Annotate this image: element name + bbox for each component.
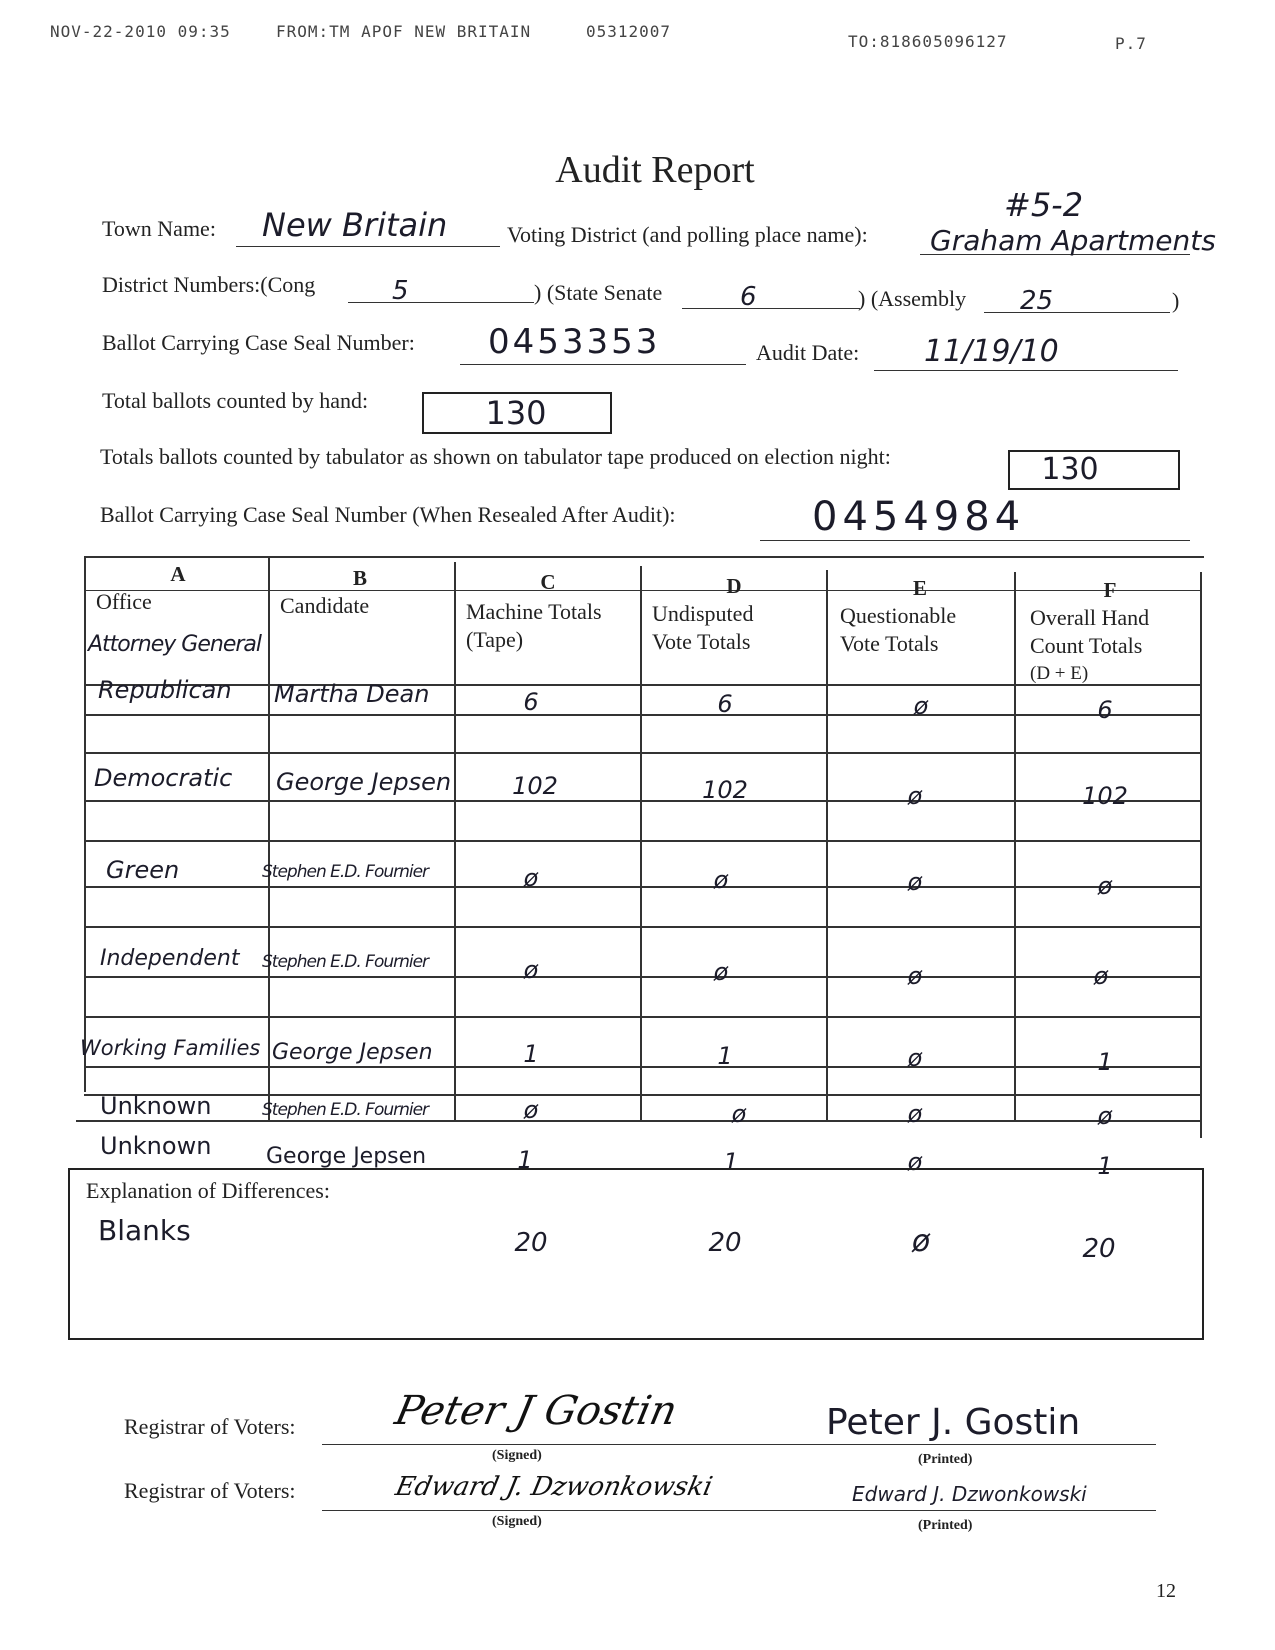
town-label: Town Name: — [102, 216, 216, 241]
senate-label: ) (State Senate — [534, 280, 663, 305]
col-sep-bc — [454, 562, 456, 1122]
row-3-office: Green — [106, 856, 180, 884]
registrar-1-printed: Peter J. Gostin — [826, 1402, 1081, 1443]
fax-number: 05312007 — [586, 22, 672, 41]
reseal-label: Ballot Carrying Case Seal Number (When Resealed After Audit): — [100, 502, 676, 527]
registrar-1-signed-caption: (Signed) — [492, 1448, 542, 1463]
cong-value: 5 — [392, 276, 409, 306]
header-overall-hand: Overall Hand — [1030, 605, 1150, 630]
row-6-f: ø — [1097, 1102, 1113, 1130]
table-left-border — [84, 556, 86, 1092]
row-6-e: ø — [907, 1100, 923, 1128]
row-line — [84, 1094, 1202, 1096]
assembly-close: ) — [1172, 288, 1180, 313]
row-2-candidate: George Jepsen — [276, 768, 452, 796]
row-3-candidate: Stephen E.D. Fournier — [262, 862, 429, 882]
row-2-office: Democratic — [94, 764, 233, 792]
hand-count-label: Total ballots counted by hand: — [102, 388, 369, 413]
col-letter-d: D — [726, 574, 742, 598]
row-6-d: ø — [731, 1100, 747, 1128]
tabulator-label: Totals ballots counted by tabulator as shown on tabulator tape produced on election night: — [100, 444, 891, 469]
row-1-candidate: Martha Dean — [274, 680, 430, 708]
seal-value: 0453353 — [488, 322, 661, 362]
header-questionable: Questionable — [840, 603, 957, 628]
table-top-border — [84, 556, 1204, 558]
explanation-f: 20 — [1082, 1234, 1116, 1264]
registrar-1-printed-caption: (Printed) — [918, 1452, 973, 1467]
row-line — [84, 926, 1202, 928]
row-5-candidate: George Jepsen — [272, 1040, 433, 1065]
registrar-2-printed: Edward J. Dzwonkowski — [852, 1482, 1087, 1506]
assembly-label: ) (Assembly — [858, 286, 967, 311]
audit-date-label: Audit Date: — [756, 340, 860, 365]
row-line — [84, 840, 1202, 842]
row-7-e: ø — [907, 1148, 923, 1176]
row-4-office: Independent — [100, 946, 240, 971]
senate-value: 6 — [740, 282, 757, 312]
row-5-office: Working Families — [80, 1036, 261, 1060]
row-5-e: ø — [907, 1044, 923, 1072]
seal-label: Ballot Carrying Case Seal Number: — [102, 330, 415, 355]
row-1-c: 6 — [523, 688, 539, 716]
audit-date-value: 11/19/10 — [924, 334, 1059, 369]
header-office: Office — [96, 589, 152, 614]
town-value: New Britain — [262, 206, 448, 244]
row-line — [84, 1016, 1202, 1018]
header-d-plus-e: (D + E) — [1030, 663, 1089, 684]
explanation-e: ø — [911, 1224, 931, 1259]
page-title: Audit Report — [555, 149, 755, 191]
row-3-d: ø — [713, 866, 729, 894]
header-candidate: Candidate — [280, 593, 370, 618]
row-5-c: 1 — [523, 1040, 539, 1068]
registrar-2-signature: Edward J. Dzwonkowski — [392, 1472, 716, 1502]
header-questionable-totals: Vote Totals — [840, 631, 939, 656]
col-letter-a: A — [170, 562, 186, 586]
col-sep-de — [826, 570, 828, 1122]
row-1-d: 6 — [717, 690, 733, 718]
row-1-e: ø — [913, 692, 929, 720]
col-letter-f: F — [1103, 578, 1117, 602]
row-3-f: ø — [1097, 872, 1113, 900]
registrar-1-signature: Peter J Gostin — [391, 1388, 682, 1434]
fax-page: P.7 — [1115, 34, 1147, 53]
table-right-border — [1200, 572, 1202, 1138]
row-4-c: ø — [523, 956, 539, 984]
explanation-item: Blanks — [98, 1214, 191, 1247]
row-2-d: 102 — [702, 776, 748, 804]
row-7-d: 1 — [723, 1148, 739, 1176]
row-2-f: 102 — [1082, 782, 1128, 810]
district-label: Voting District (and polling place name): — [507, 222, 868, 247]
row-5-d: 1 — [717, 1042, 733, 1070]
row-1-office: Republican — [98, 676, 232, 704]
row-6-candidate: Stephen E.D. Fournier — [262, 1100, 429, 1120]
row-6-office: Unknown — [100, 1092, 212, 1120]
col-letter-e: E — [912, 576, 927, 600]
fax-from: FROM:TM APOF NEW BRITAIN — [276, 22, 532, 41]
header-undisputed: Undisputed — [652, 601, 754, 626]
fax-datetime: NOV-22-2010 09:35 — [50, 22, 231, 41]
reseal-value: 0454984 — [812, 494, 1026, 540]
row-3-c: ø — [523, 864, 539, 892]
header-count-totals: Count Totals — [1030, 633, 1143, 658]
letter-row-line — [84, 590, 1202, 591]
row-3-e: ø — [907, 868, 923, 896]
office-name: Attorney General — [88, 632, 261, 657]
tabulator-value: 130 — [1041, 452, 1099, 487]
fax-to: TO:818605096127 — [848, 32, 1008, 51]
explanation-label: Explanation of Differences: — [86, 1178, 330, 1203]
district-note: #5-2 — [1004, 186, 1084, 224]
district-numbers-label: District Numbers:(Cong — [102, 272, 316, 297]
row-7-f: 1 — [1097, 1152, 1113, 1180]
row-5-f: 1 — [1097, 1048, 1113, 1076]
row-4-d: ø — [713, 958, 729, 986]
hand-count-value: 130 — [485, 394, 547, 432]
row-4-e: ø — [907, 962, 923, 990]
row-4-candidate: Stephen E.D. Fournier — [262, 952, 429, 972]
row-2-c: 102 — [512, 772, 558, 800]
district-value: Graham Apartments — [930, 224, 1216, 257]
row-7-c: 1 — [517, 1146, 533, 1174]
col-sep-ab — [268, 556, 270, 1122]
col-sep-cd — [640, 566, 642, 1122]
header-undisputed-totals: Vote Totals — [652, 629, 751, 654]
col-letter-b: B — [352, 566, 367, 590]
registrar-2-underline — [322, 1510, 1156, 1511]
explanation-c: 20 — [514, 1228, 548, 1258]
explanation-d: 20 — [708, 1228, 742, 1258]
row-4-f: ø — [1093, 962, 1109, 990]
row-7-candidate: George Jepsen — [266, 1144, 427, 1169]
col-sep-ef — [1014, 572, 1016, 1122]
row-1-f: 6 — [1097, 696, 1113, 724]
row-6-c: ø — [523, 1096, 539, 1124]
registrar-2-printed-caption: (Printed) — [918, 1518, 973, 1533]
row-2-e: ø — [907, 782, 923, 810]
registrar-1-underline — [322, 1444, 1156, 1445]
col-letter-c: C — [540, 570, 556, 594]
header-machine-totals: Machine Totals — [466, 599, 602, 624]
page-number: 12 — [1156, 1580, 1176, 1602]
header-machine-tape: (Tape) — [466, 627, 524, 652]
row-line — [84, 752, 1202, 754]
registrar-1-label: Registrar of Voters: — [124, 1414, 296, 1439]
registrar-2-signed-caption: (Signed) — [492, 1514, 542, 1529]
row-7-office: Unknown — [100, 1132, 212, 1160]
assembly-value: 25 — [1020, 286, 1054, 316]
registrar-2-label: Registrar of Voters: — [124, 1478, 296, 1503]
